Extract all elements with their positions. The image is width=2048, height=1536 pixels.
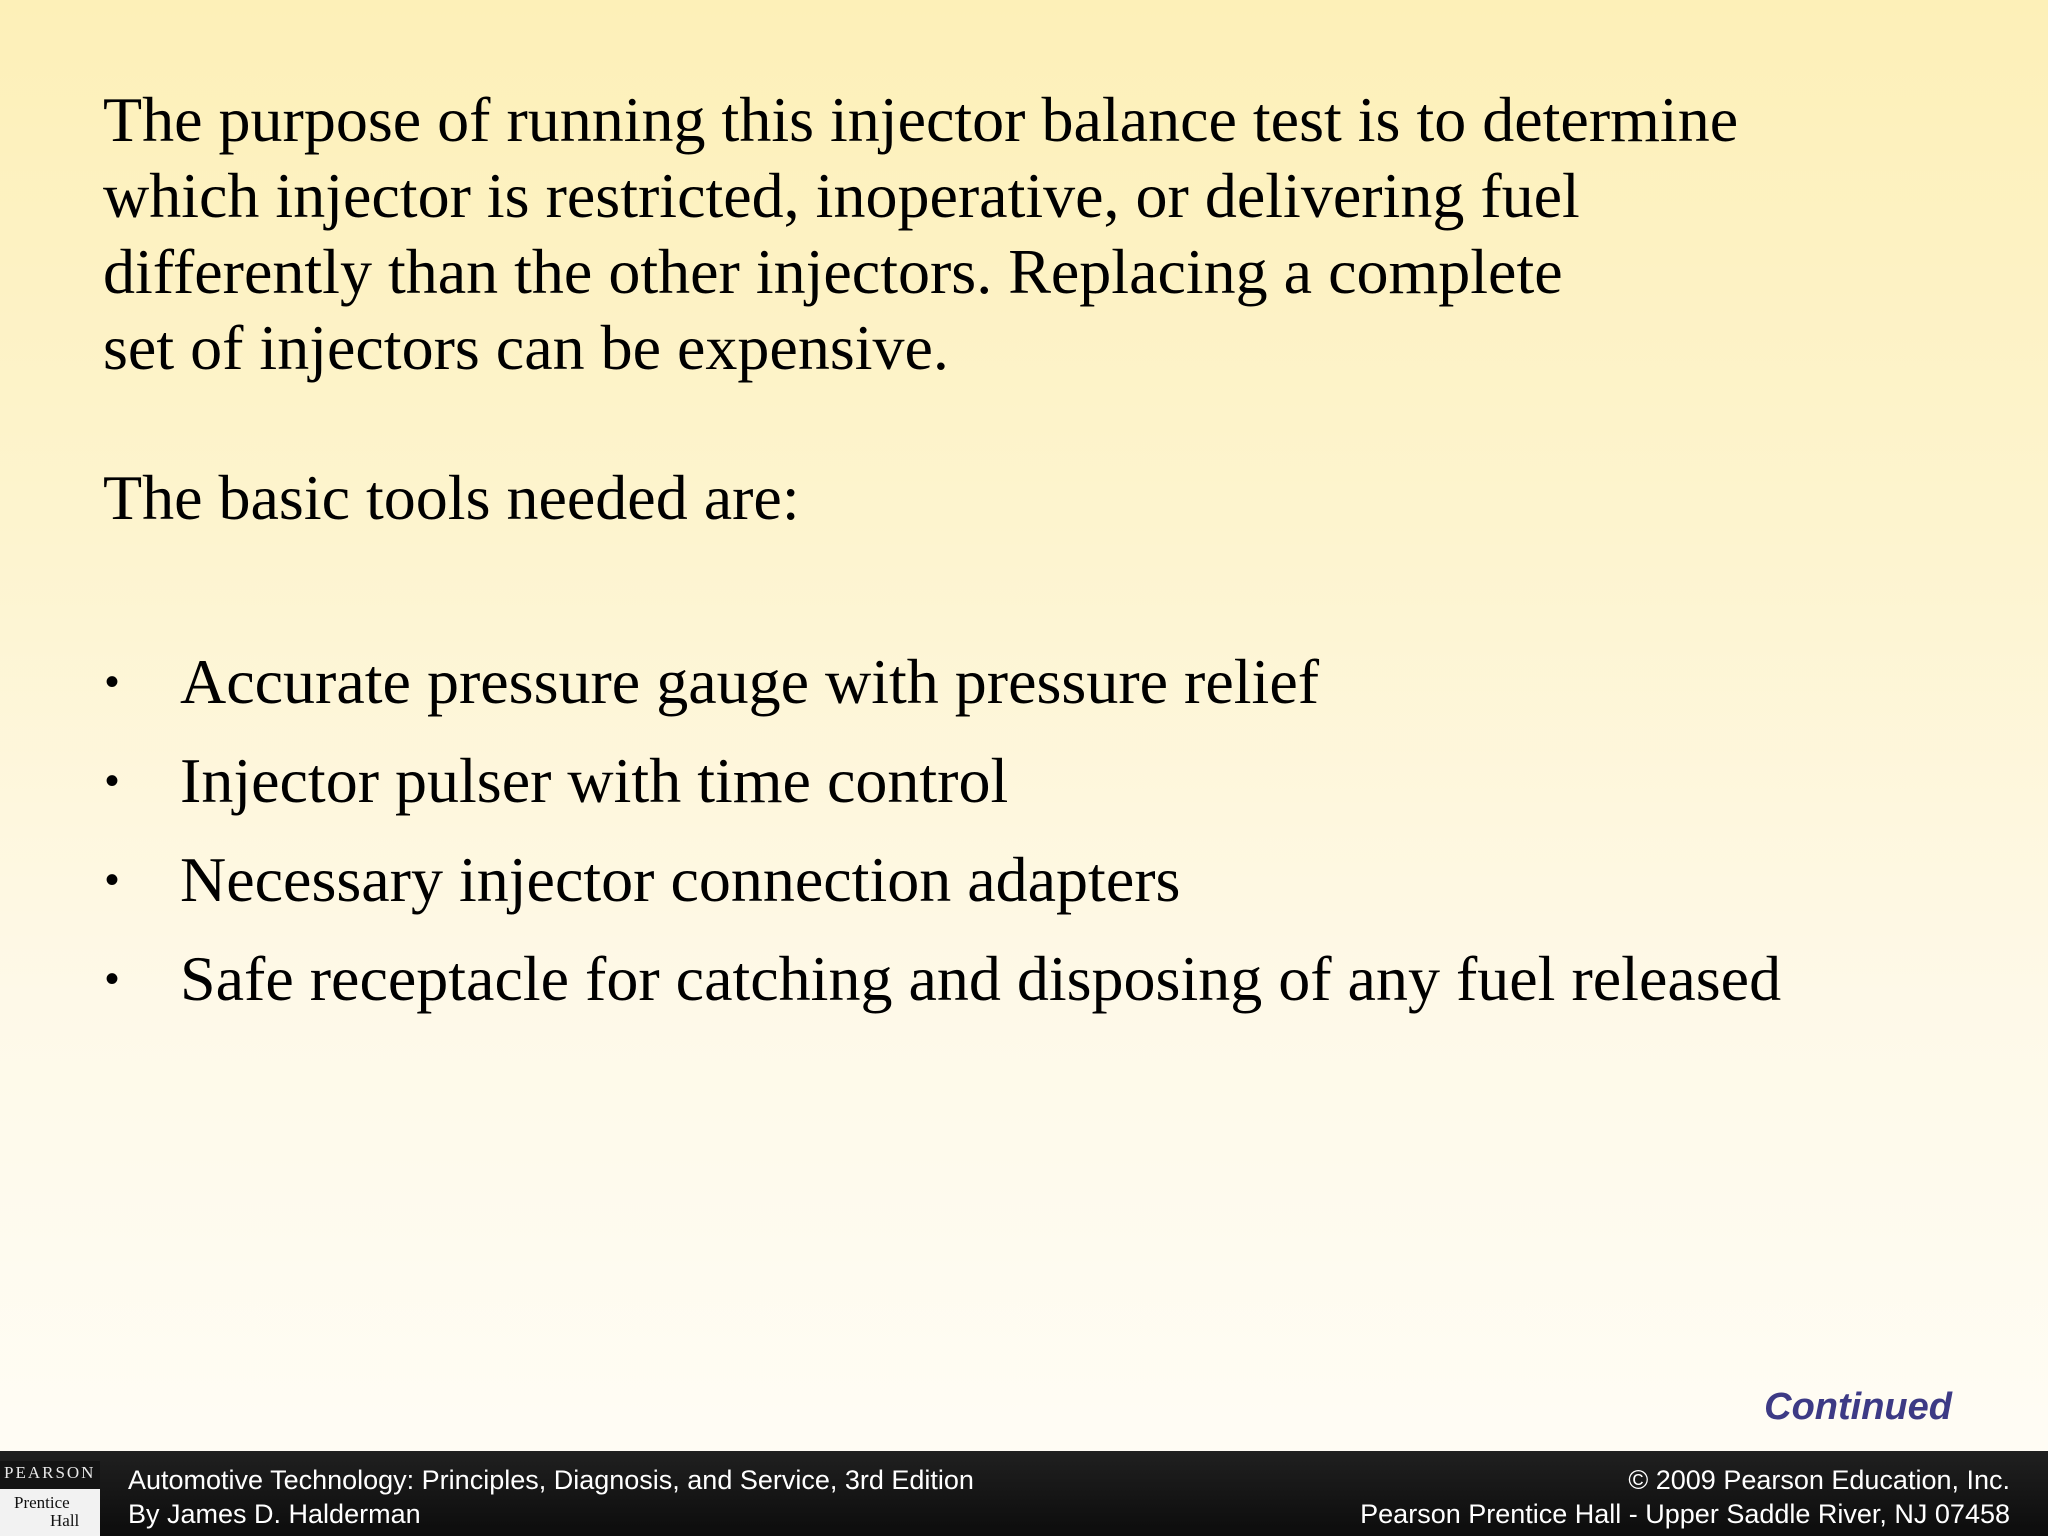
bullet-icon: • [105, 660, 120, 704]
list-item [103, 941, 1983, 1040]
book-title: Automotive Technology: Principles, Diagnosis, and Service, 3rd Edition [128, 1465, 974, 1495]
tools-heading: The basic tools needed are: [103, 462, 800, 533]
logo-bottom-panel [0, 1489, 100, 1536]
tools-list [103, 644, 1983, 1040]
slide-content [103, 82, 1983, 1040]
bullet-icon: • [105, 858, 120, 902]
list-item [103, 644, 1983, 743]
logo-line-2: Hall [50, 1511, 80, 1530]
publisher-text: Pearson Prentice Hall - Upper Saddle River, NJ 07458 [1360, 1499, 2010, 1529]
intro-line: set of injectors can be expensive. [103, 312, 949, 383]
bullet-icon: • [105, 759, 120, 803]
continued-label: Continued [1764, 1386, 1952, 1428]
book-author: By James D. Halderman [128, 1499, 421, 1529]
list-item [103, 743, 1983, 842]
list-item-text: Injector pulser with time control [180, 745, 1009, 816]
list-item-text: Necessary injector connection adapters [180, 844, 1181, 915]
pearson-prentice-hall-logo [0, 1461, 100, 1536]
intro-line: differently than the other injectors. Replacing a complete [103, 236, 1563, 307]
list-item-text: Accurate pressure gauge with pressure relief [180, 646, 1320, 717]
list-item-text: Safe receptacle for catching and disposing of any fuel released [180, 943, 1782, 1014]
footer-book-info [128, 1463, 974, 1531]
logo-line-1: Prentice [14, 1493, 70, 1512]
list-item [103, 842, 1983, 941]
copyright-text: © 2009 Pearson Education, Inc. [1628, 1465, 2010, 1495]
bullet-icon: • [105, 957, 120, 1001]
intro-line: The purpose of running this injector balance test is to determine [103, 84, 1739, 155]
intro-paragraph [103, 82, 1923, 386]
logo-top-text: PEARSON [4, 1463, 96, 1482]
footer-bar [0, 1451, 2048, 1536]
intro-line: which injector is restricted, inoperative, or delivering fuel [103, 160, 1580, 231]
footer-publisher-info [1360, 1463, 2010, 1531]
